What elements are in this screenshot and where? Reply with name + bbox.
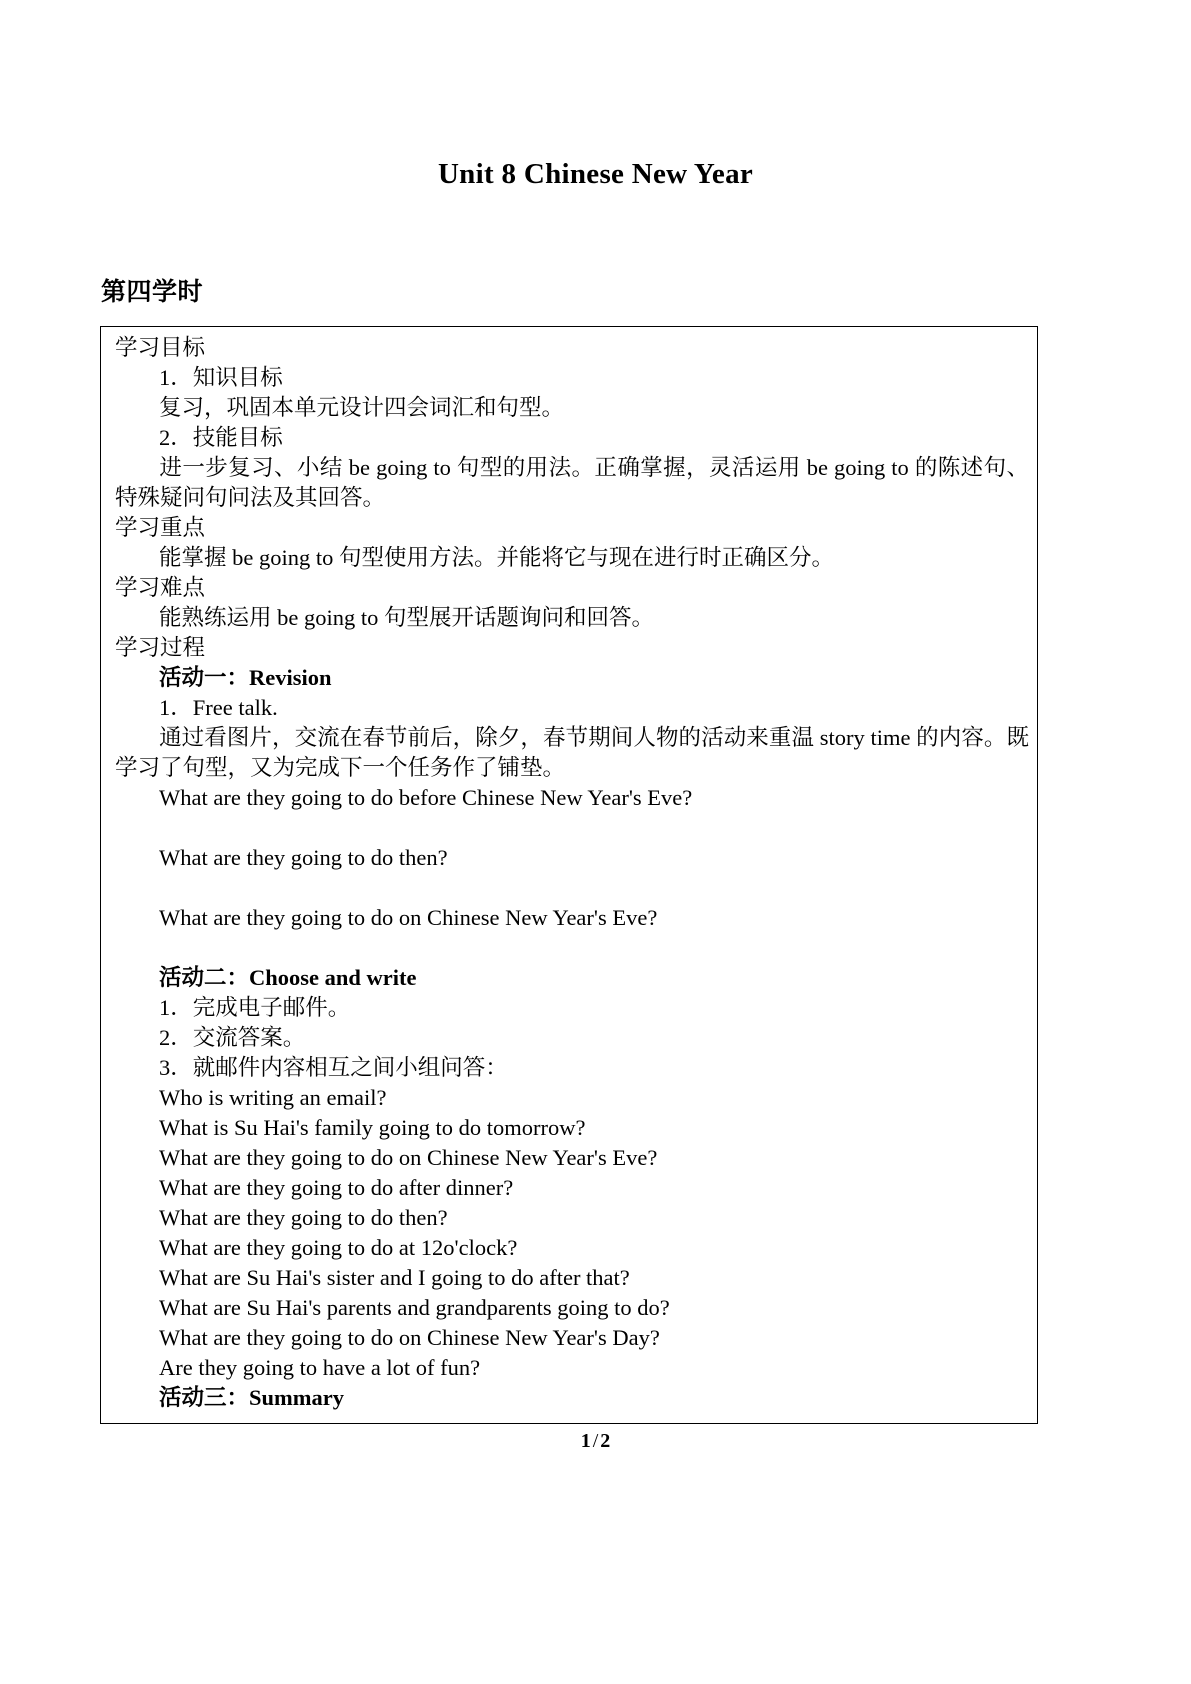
difficult-points-text: 能熟练运用 be going to 句型展开话题询问和回答。 [159, 605, 654, 630]
activity-2-question: Who is writing an email? [159, 1085, 387, 1110]
activity-1-paragraph [109, 723, 1029, 783]
activity-2-item-1: 1．完成电子邮件。 [159, 995, 351, 1020]
activity-2-question: What are they going to do on Chinese New Year's Day? [159, 1325, 660, 1350]
spacer-line [109, 813, 1029, 843]
activity-2-question: What are Su Hai's parents and grandparents going to do? [159, 1295, 670, 1320]
activity-1-item-1: 1．Free talk. [159, 695, 278, 720]
footer-total-pages: 2 [600, 1430, 611, 1452]
page-title: Unit 8 Chinese New Year [437, 158, 754, 190]
spacer-line [109, 873, 1029, 903]
activity-2-item-2: 2．交流答案。 [159, 1025, 306, 1050]
activity-2-item-3: 3．就邮件内容相互之间小组问答： [159, 1055, 508, 1080]
activity-2-question: What are they going to do then? [159, 1205, 448, 1230]
difficult-points-heading: 学习难点 [115, 575, 206, 600]
activity-1-paragraph-value: 通过看图片，交流在春节前后，除夕，春节期间人物的活动来重温 story time 的内容。既学习了句型，又为完成下一个任务作了铺垫。 [115, 725, 1029, 780]
activity-2-question: What are they going to do at 12o'clock? [159, 1235, 518, 1260]
objective-2-label: 2．技能目标 [159, 425, 283, 450]
activity-2-question: What are Su Hai's sister and I going to do after that? [159, 1265, 630, 1290]
objective-1-label: 1．知识目标 [159, 365, 283, 390]
process-heading: 学习过程 [115, 635, 206, 660]
activity-2-question: What are they going to do after dinner? [159, 1175, 514, 1200]
objective-1-text: 复习，巩固本单元设计四会词汇和句型。 [159, 395, 565, 420]
footer-separator: / [592, 1430, 599, 1452]
key-points-text: 能掌握 be going to 句型使用方法。并能将它与现在进行时正确区分。 [159, 545, 834, 570]
activity-1-question: What are they going to do then? [159, 845, 448, 870]
activity-3-heading: 活动三：Summary [159, 1385, 344, 1410]
spacer-line [109, 933, 1029, 963]
objectives-heading: 学习目标 [115, 335, 206, 360]
activity-1-heading: 活动一：Revision [159, 665, 332, 690]
activity-2-question: What is Su Hai's family going to do tomorrow? [159, 1115, 586, 1140]
activity-1-question: What are they going to do before Chinese New Year's Eve? [159, 785, 693, 810]
section-heading: 第四学时 [101, 279, 204, 306]
page-footer [0, 1430, 1191, 1453]
footer-current-page: 1 [580, 1430, 591, 1452]
lesson-plan-table [100, 326, 1038, 1424]
objective-2-text [109, 453, 1029, 513]
key-points-heading: 学习重点 [115, 515, 206, 540]
objective-2-text-value: 进一步复习、小结 be going to 句型的用法。正确掌握，灵活运用 be going to 的陈述句、特殊疑问句问法及其回答。 [115, 455, 1029, 510]
activity-2-heading: 活动二：Choose and write [159, 965, 417, 990]
activity-1-question: What are they going to do on Chinese New Year's Eve? [159, 905, 658, 930]
activity-2-question: What are they going to do on Chinese New Year's Eve? [159, 1145, 658, 1170]
activity-2-question: Are they going to have a lot of fun? [159, 1355, 481, 1380]
